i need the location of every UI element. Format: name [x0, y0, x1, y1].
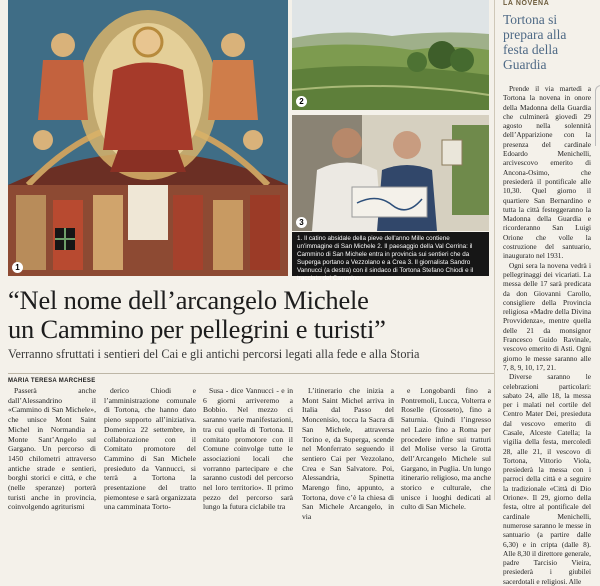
article-paragraph: L’itinerario che inizia a Mont Saint Michel arriva in Italia dal Passo del Moncenisio, tocca la Sacra di San Michele, attraversa Torino e, da Superga, scende nel Monferrato seguendo il sentiero Cai per Vezzolano, Crea e San Salvatore. Poi, Alessandria, Spinetta Marengo fino, appunto, a Tortona, dove c’è la chiesa di San Michele Arcangelo, in via	[302, 386, 394, 522]
apse-fresco-photo	[8, 0, 288, 276]
subheadline: Verranno sfruttati i sentieri del Cai e gli antichi percorsi legati alla fede e alla Storia	[8, 347, 420, 361]
divider	[8, 373, 494, 374]
sidebar-paragraph: Prende il via martedì a Tortona la novena in onore della Madonna della Guardia che culminerà giovedì 29 agosto nella solennità dell’Apparizione con la presenza del cardinale Edoardo Menichelli, arcivescovo emerito di Ancona-Osimo, che presiederà il pontificale alle 10,30. Quel giorno il quartiere San Bernardino e tutta la città festeggeranno la Madonna della Guardia e ricorderanno San Luigi Orione che volle la costruzione del santuario, inaugurato nel 1931.	[503, 84, 591, 261]
article-column-3	[203, 386, 293, 512]
sidebar-divider	[494, 0, 495, 500]
article-paragraph: Susa - dice Vannucci - e in 6 giorni arriveremo a Bobbio. Nel mezzo ci saranno varie manifestazioni, tra cui quella di Tortona. Il comitato promotore con il Comune coinvolge tutte le associazioni locali che vorranno partecipare e che saranno custodi del percorso nel loro territorio». Il primo pezzo del percorso sarà lungo la futura ciclabile tra	[203, 386, 293, 512]
apse-fresco-illustration	[8, 0, 288, 276]
page-edge-decoration	[595, 85, 600, 146]
val-cerrina-landscape-illustration	[292, 0, 489, 110]
photo-number-1: 1	[12, 262, 23, 273]
article-column-1	[8, 386, 96, 512]
sidebar-title: Tortona si prepara alla festa della Guardia	[503, 12, 567, 72]
headline-line-1: “Nel nome dell’arcangelo Michele	[8, 285, 369, 315]
article-paragraph: e Longobardi fino a Pontremoli, Lucca, Volterra e Roselle (Grosseto), fino a Saturnia. Quindi l’ingresso nel Lazio fino a Roma per procedere infine sui tratturi del Molise verso la Grotta dell’Arcangelo Michele sul Gargano, in Puglia. Un lungo itinerario religioso, ma anche storico e culturale, che unisce i luoghi dedicati al culto di San Michele.	[401, 386, 491, 512]
photo-number-3: 3	[296, 217, 307, 228]
landscape-photo	[292, 0, 489, 110]
article-column-5	[401, 386, 491, 512]
portrait-photo	[292, 115, 489, 231]
headline	[8, 286, 494, 344]
sidebar-body	[503, 84, 591, 586]
byline: MARIA TERESA MARCHESE	[8, 378, 96, 384]
article-column-2	[104, 386, 196, 512]
sidebar-paragraph: Ogni sera la novena vedrà i pellegrinaggi dei vicariati. La messa delle 17 sarà predicata da don Giovanni Carollo, consigliere della Provincia religiosa «Madre della Divina Provvidenza», mentre quella delle 21 da monsignor Francesco Guido Ravinale, vescovo emerito di Asti. Ogni giorno le messe saranno alle 7, 8, 9, 10, 17, 21.	[503, 260, 591, 372]
sidebar-kicker: LA NOVENA	[503, 0, 550, 7]
headline-line-2: un Cammino per pellegrini e turisti”	[8, 314, 386, 344]
vannucci-chiodi-illustration	[292, 115, 489, 231]
article-paragraph: Passerà anche dall’Alessandrino il «Cammino di San Michele», che unisce Mont Saint Michel in Normandia a Monte Sant’Angelo sul Gargano. Un percorso di 1450 chilometri attraverso antiche strade e sentieri, borghi storici e città, e che (nelle speranze) porterà turisti anche in provincia, coinvolgendo agriturismi	[8, 386, 96, 512]
photo-caption: 1. Il catino absidale della pieve dell'anno Mille contiene un'immagine di San Michele 2. Il paesaggio della Val Cerrina: il Cammino di San Michele entra in provincia sui sentieri che da Superga portano a Vezzolano e a Crea 3. Il giornalista Sandro Vannucci (a destra) con il sindaco di Tortona Stefano Chiodi e il tracciato del Cammino	[292, 232, 489, 276]
sidebar-paragraph: Diverse saranno le celebrazioni particolari: sabato 24, alle 18, la messa per i malati nel cortile del Centro Mater Dei, presieduta dal vescovo emerito di Casale, Alceste Catella; la vigilia della festa, mercoledì 28, alle 21, il vescovo di Tortona, Vittorio Viola, presiederà la messa con i parroci della città e a seguire la tradizionale «Città di Dio Orione». Il 29, giorno della festa, oltre al pontificale del cardinale Menichelli, numerose saranno le messe in santuario (a partire dalle 6,30) e in cripta (dalle 8). Alle 8,30 il direttore generale, padre Tarcisio Vieira, presiederà i giubilei sacerdotali e religiosi. Alle	[503, 372, 591, 586]
article-paragraph: derico Chiodi e l’amministrazione comunale di Tortona, che hanno dato pieno supporto all’iniziativa. Domenica 22 settembre, in collaborazione con il Comitato promotore del Cammino di San Michele presieduto da Vannucci, si terrà a Tortona la presentazione del tratto piemontese e sarà organizzata una camminata Torto-	[104, 386, 196, 512]
article-column-4	[302, 386, 394, 522]
photo-number-2: 2	[296, 96, 307, 107]
